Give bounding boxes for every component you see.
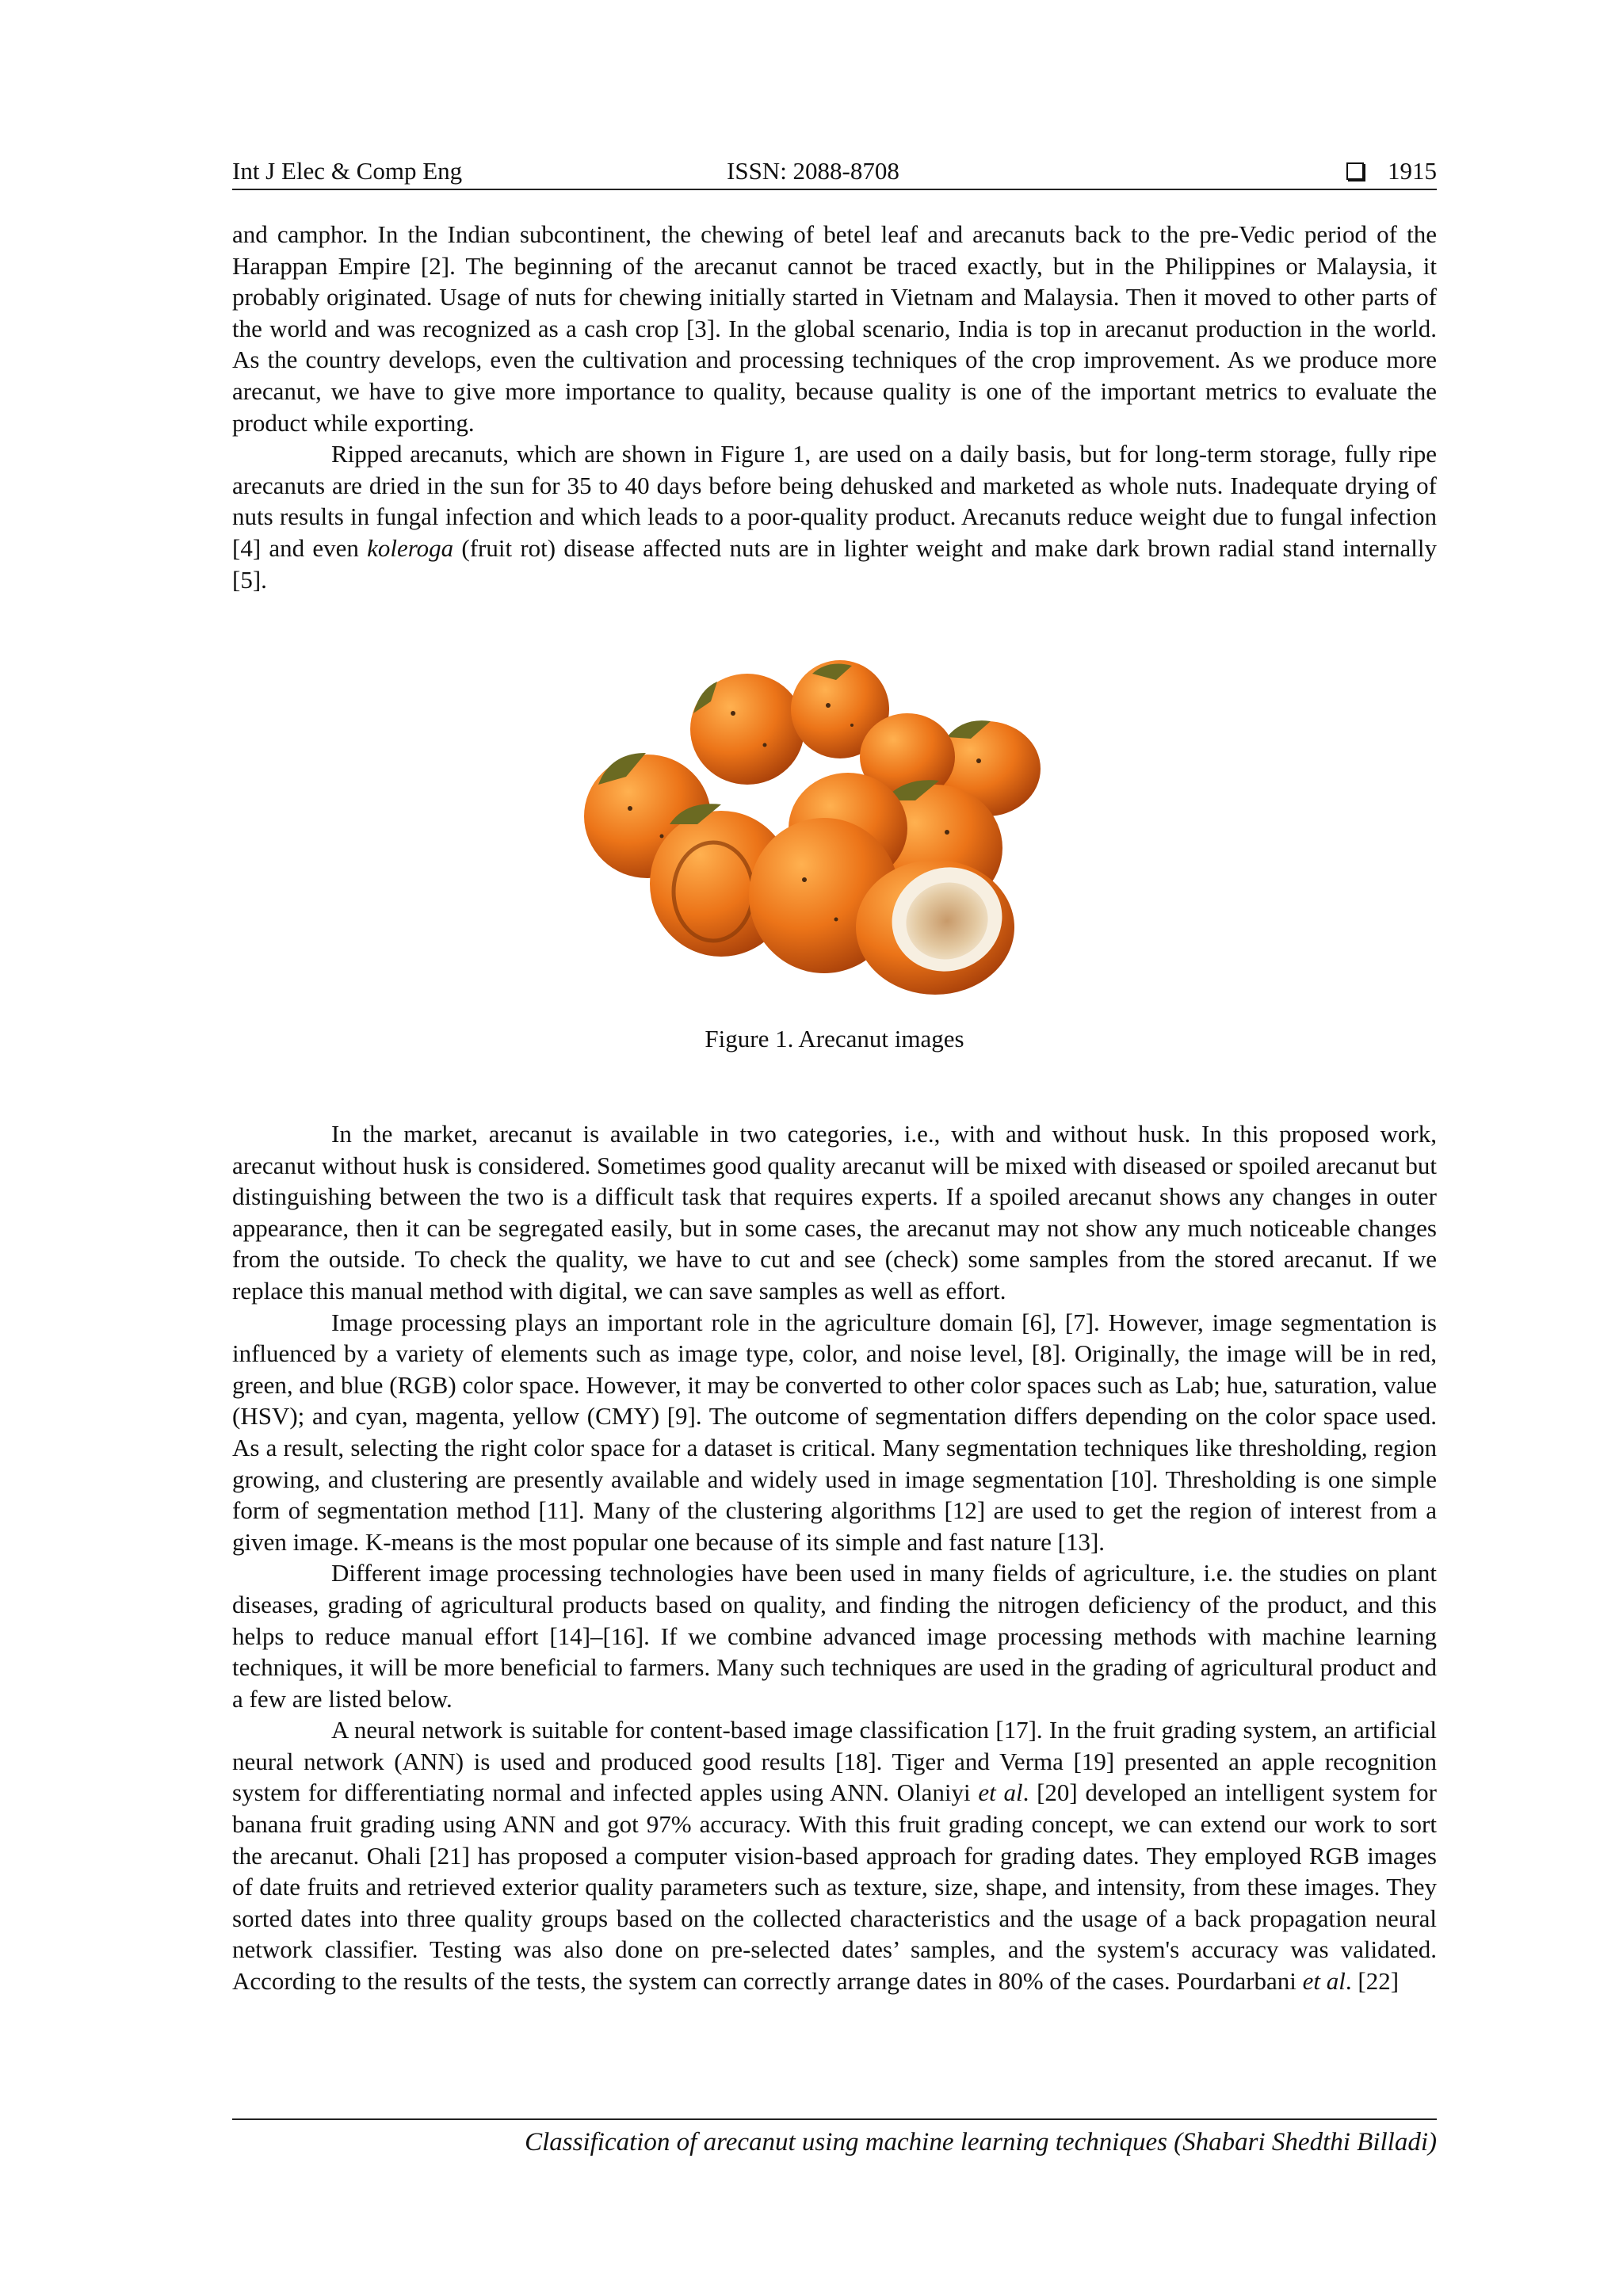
paragraph-text: Ripped arecanuts, which are shown in Figure 1, are used on a daily basis, but for long-term storage, fully ripe arecanuts are dried in the sun for 35 to 40 days before being dehusked and marketed as whole nuts. Inadequate drying of nuts results in fungal infection and which leads to a poor-quality product. Arecanuts reduce weight due to fungal infection [4] and even <box>232 440 1437 562</box>
paragraph <box>232 1714 1437 1996</box>
italic-term: koleroga <box>367 533 454 562</box>
figure-caption: Figure 1. Arecanut images <box>705 1025 964 1052</box>
paragraph: In the market, arecanut is available in two categories, i.e., with and without husk. In this proposed work, arecanut without husk is considered. Sometimes good quality arecanut will be mixed with diseased or spoiled arecanut but distinguishing between the two is a difficult task that requires experts. If a spoiled arecanut shows any changes in outer appearance, then it can be segregated easily, but in some cases, the arecanut may not show any much noticeable changes from the outside. To check the quality, we have to cut and see (check) some samples from the stored arecanut. If we replace this manual method with digital, we can save samples as well as effort. <box>232 1120 1437 1305</box>
running-header <box>232 155 1437 190</box>
paragraph-text: . [20] developed an intelligent system for banana fruit grading using ANN and got 97% accuracy. With this fruit grading concept, we can extend our work to sort the arecanut. Ohali [21] has proposed a computer vision-based approach for grading dates. They employed RGB images of date fruits and retrieved exterior quality parameters such as texture, size, shape, and intensity, from these images. They sorted dates into three quality groups based on the collected characteristics and the usage of a back propagation neural network classifier. Testing was also done on pre-selected dates’ samples, and the system's accuracy was validated. According to the results of the tests, the system can correctly arrange dates in 80% of the cases. Pourdarbani <box>232 1778 1437 1996</box>
body-text-top <box>232 219 1437 595</box>
paragraph: Different image processing technologies have been used in many fields of agriculture, i.e. the studies on plant diseases, grading of agricultural products based on quality, and finding the nitrogen deficiency of the product, and this helps to reduce manual effort [14]–[16]. If we combine advanced image processing methods with machine learning techniques, it will be more beneficial to farmers. Many such techniques are used in the grading of agricultural product and a few are listed below. <box>232 1559 1437 1713</box>
italic-term: et al <box>1302 1967 1346 1996</box>
issn: ISSN: 2088-8708 <box>727 157 899 185</box>
journal-name: Int J Elec & Comp Eng <box>232 157 463 185</box>
page-number: 1915 <box>1388 157 1437 185</box>
arecanut <box>690 674 804 785</box>
running-footer <box>232 2118 1437 2157</box>
paragraph-text: A neural network is suitable for content-based image classification [17]. In the fruit grading system, an artificial neural network (ANN) is used and produced good results [18]. Tiger and Verma [19] presented an apple recognition system for differentiating normal and infected apples using ANN. Olaniyi <box>232 1716 1437 1807</box>
body-text-bottom <box>232 1118 1437 1997</box>
paragraph: and camphor. In the Indian subcontinent, the chewing of betel leaf and arecanuts back to the pre-Vedic period of the Harappan Empire [2]. The beginning of the arecanut cannot be traced exactly, but in the Philippines or Malaysia, it probably originated. Usage of nuts for chewing initially started in Vietnam and Malaysia. Then it moved to other parts of the world and was recognized as a cash crop [3]. In the global scenario, India is top in arecanut production in the world. As the country develops, even the cultivation and processing techniques of the crop improvement. As we produce more arecanut, we have to give more importance to quality, because quality is one of the important metrics to evaluate the product while exporting. <box>232 220 1437 437</box>
square-bullet-icon <box>1346 162 1364 180</box>
paragraph <box>232 438 1437 595</box>
arecanut-photo <box>575 650 1090 999</box>
italic-term: et al <box>978 1778 1023 1807</box>
page-number-group <box>1346 157 1437 185</box>
paragraph: Image processing plays an important role in the agriculture domain [6], [7]. However, image segmentation is influenced by a variety of elements such as image type, color, and noise level, [8]. Originally, the image will be in red, green, and blue (RGB) color space. However, it may be converted to other color spaces such as Lab; hue, saturation, value (HSV); and cyan, magenta, yellow (CMY) [9]. The outcome of segmentation differs depending on the color space used. As a result, selecting the right color space for a dataset is critical. Many segmentation techniques like thresholding, region growing, and clustering are presently available and widely used in image segmentation [10]. Thresholding is one simple form of segmentation method [11]. Many of the clustering algorithms [12] are used to get the region of interest from a given image. K-means is the most popular one because of its simple and fast nature [13]. <box>232 1308 1437 1556</box>
paragraph-text: . [22] <box>1345 1967 1400 1996</box>
footer-title: Classification of arecanut using machine learning techniques (Shabari Shedthi Billadi) <box>525 2128 1437 2157</box>
paragraph-text: (fruit rot) disease affected nuts are in lighter weight and make dark brown radial stand internally [5]. <box>232 533 1437 594</box>
